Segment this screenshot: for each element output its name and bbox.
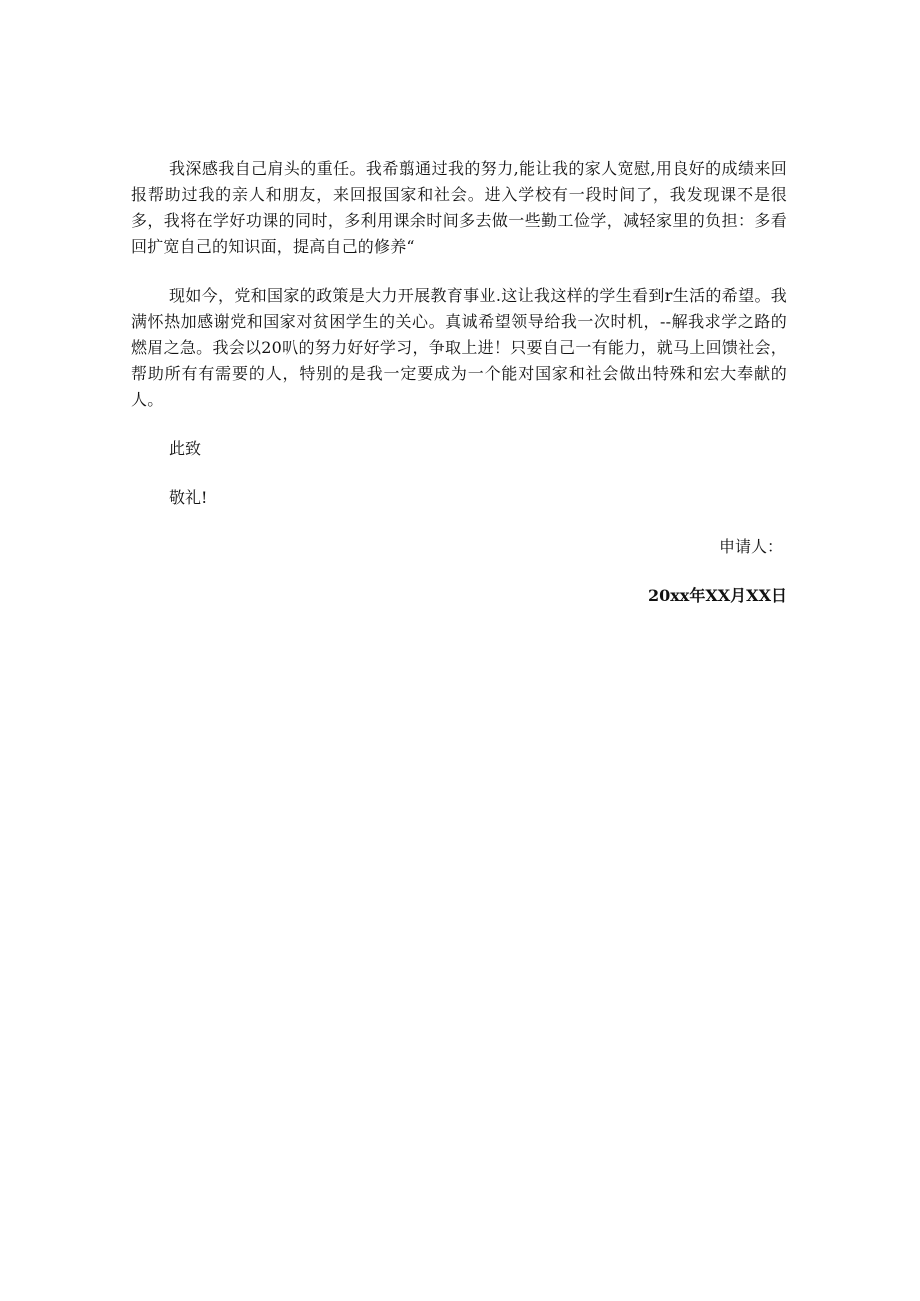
closing-respect: 敬礼! <box>169 488 208 507</box>
applicant-signature: 申请人： <box>718 537 783 556</box>
paragraph-2: 现如今，党和国家的政策是大力开展教育事业.这让我这样的学生看到r生活的希望。我满怀热加感谢党和国家对贫困学生的关心。真诚希望领导给我一次时机，--解我求学之路的燃眉之急。我会以20叭的努力好好学习，争取上进！只要自己一有能力，就马上回馈社会，帮助所有有需要的人，特别的是我一定要成为一个能对国家和社会做出特殊和宏大奉献的人。 <box>131 286 787 409</box>
letter-date: 20xx年XX月XX日 <box>647 586 787 605</box>
closing-salutation: 此致 <box>169 439 202 458</box>
letter-body <box>131 156 787 609</box>
paragraph-1: 我深感我自己肩头的重任。我希翦通过我的努力,能让我的家人宽慰,用良好的成绩来回报帮助过我的亲人和朋友，来回报国家和社会。进入学校有一段时间了，我发现课不是很多，我将在学好功课的同时，多利用课余时间多去做一些勤工俭学，减轻家里的负担：多看回扩宽自己的知识面，提高自己的修养“ <box>131 159 787 256</box>
